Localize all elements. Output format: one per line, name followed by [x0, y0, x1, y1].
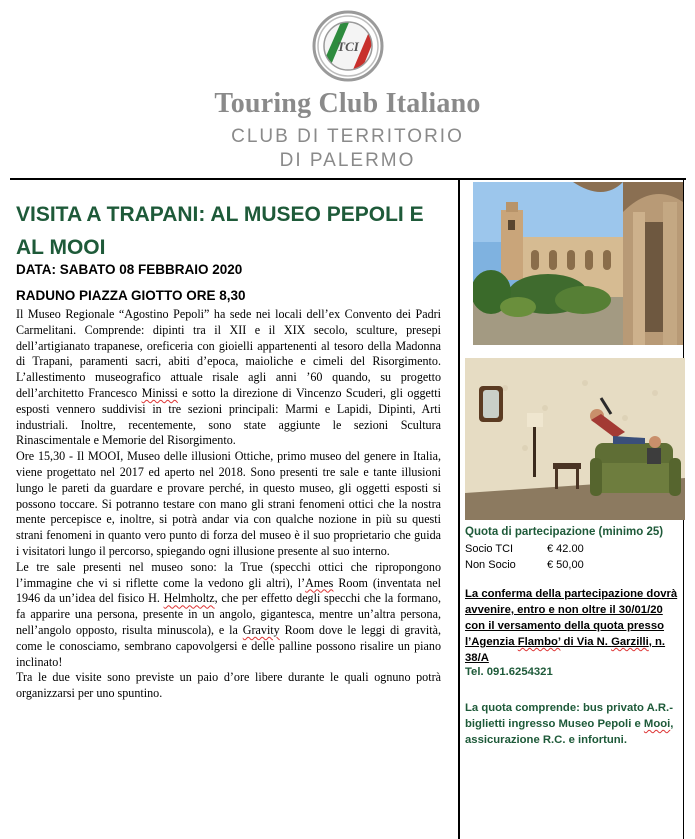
- club-line-1: CLUB DI TERRITORIO: [231, 126, 464, 147]
- paragraph-mooi: Ore 15,30 - Il MOOI, Museo delle illusioni Ottiche, primo museo del genere in Italia, viene progettato nel 2017 ed aperto nel 2018. Sono presenti tre sale e tante illusioni lungo le pareti da guardare e provare perché, in questo museo, gli oggetti esposti si possono toccare. Si potranno testare con mano gli strani fenomeni ottici che la nostra mente percepisce e, inoltre, si potrà andar via con qualche nozione in più su questi strani fenomeni in quanto vero punto di forza del museo è il suo proprietario che guida i visitatori lungo il percorso, spiegando ogni illusione presente al suo interno.: [16, 449, 441, 558]
- gravity-room-photo: [465, 358, 685, 520]
- pricing-title: Quota di partecipazione (minimo 25): [465, 526, 664, 538]
- price-value: € 50,00: [547, 559, 584, 571]
- tci-logo-icon: [312, 10, 384, 82]
- price-value: € 42.00: [547, 543, 584, 555]
- header: [0, 0, 695, 178]
- paragraph-free-time: Tra le due visite sono previste un paio d’ore libere durante le quali ognuno potrà organizzarsi per uno spuntino.: [16, 670, 441, 701]
- included-services: La quota comprende: bus privato A.R.- biglietti ingresso Museo Pepoli e Mooi, assicurazione R.C. e infortuni.: [465, 702, 674, 746]
- club-line-2: DI PALERMO: [279, 150, 416, 171]
- phone-number: Tel. 091.6254321: [465, 666, 553, 678]
- paragraph-pepoli: Il Museo Regionale “Agostino Pepoli” ha sede nei locali dell’ex Convento dei Padri Carmelitani. Comprende: dipinti tra il XII e il XIX secolo, sculture, presepi dell’artigianato trapanese, oreficeria con gioielli appartenenti al tesoro della Madonna di Trapani, paramenti sacri, abiti d’epoca, maioliche e cimeli del Risorgimento. L’allestimento museografico attuale risale agli anni ’60 quando, su progetto dell’architetto Francesco Minissi e sotto la direzione di Vincenzo Scuderi, gli oggetti esposti vennero suddivisi in tre sezioni principali: Marmi e Lapidi, Dipinti, Arti industriali. Inoltre, recentemente, sono state aggiunte le sezioni Scultura Rinascimentale e Memorie del Risorgimento.: [16, 307, 441, 448]
- cloister-photo: [473, 182, 683, 345]
- event-title: VISITA A TRAPANI: AL MUSEO PEPOLI E AL MOOI: [16, 203, 424, 259]
- svg-text:TCI: TCI: [337, 39, 359, 54]
- event-date: DATA: SABATO 08 FEBBRAIO 2020: [16, 262, 243, 277]
- booking-notice: La conferma della partecipazione dovrà avvenire, entro e non oltre il 30/01/20 con il versamento della quota presso l’Agenzia Flambo’ di Via N. Garzilli, n. 38/A: [465, 588, 678, 664]
- price-row-socio: [465, 543, 584, 555]
- price-label: Socio TCI: [465, 543, 514, 555]
- event-description: [16, 307, 441, 702]
- header-divider: [10, 178, 686, 180]
- meeting-point: RADUNO PIAZZA GIOTTO ORE 8,30: [16, 288, 246, 303]
- paragraph-rooms: Le tre sale presenti nel museo sono: la True (specchi ottici che ripropongono l’immagine che vi si riflette come la vedono gli altri), l’Ames Room (inventata nel 1946 da un’idea del fisico H. Helmholtz, che per effetto degli specchi che la formano, fa apparire una persona, presente in un angolo, gigantesca, mentre un’altra persona, nell’angolo opposto, risulta minuscola), e la Gravity Room dove le leggi di gravità, come le conosciamo, sembrano capovolgersi e delle palline possono risalire un piano inclinato!: [16, 559, 442, 669]
- price-row-non-socio: [465, 559, 584, 571]
- price-label: Non Socio: [465, 559, 516, 571]
- brand-name: Touring Club Italiano: [214, 88, 481, 119]
- column-divider: [458, 179, 460, 839]
